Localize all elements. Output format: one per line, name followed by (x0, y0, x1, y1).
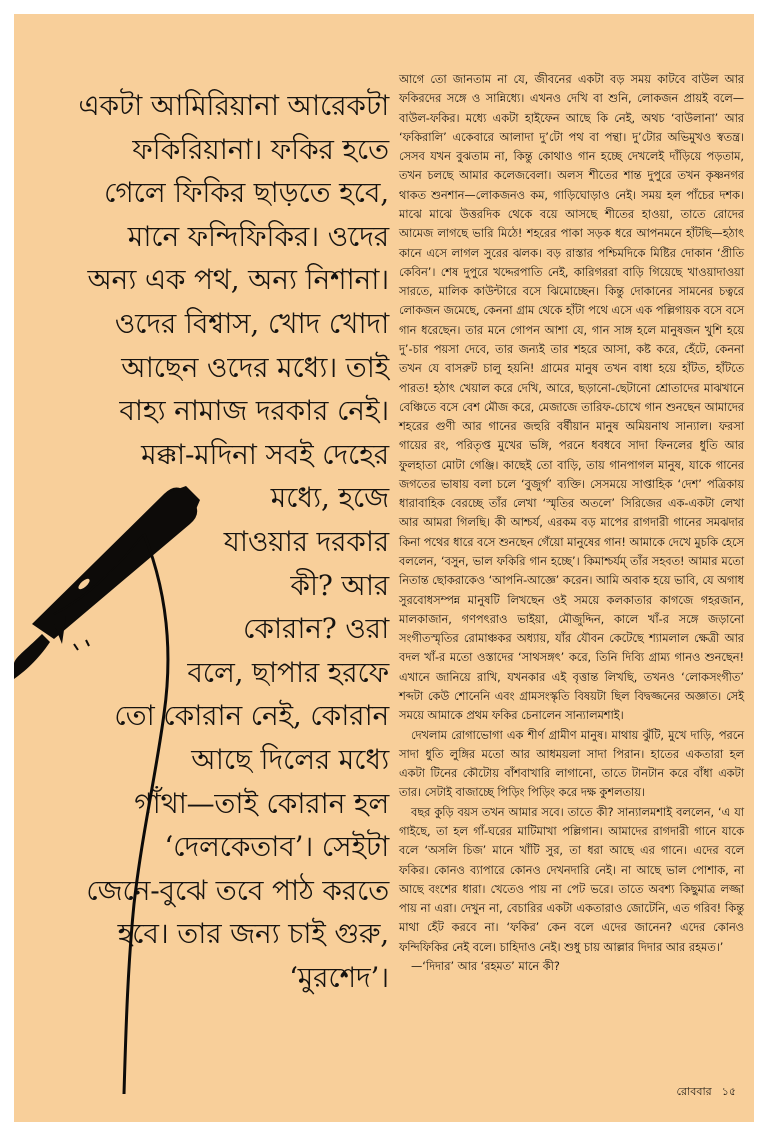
pull-quote-line: মানে ফন্দিফিকির। ওদের (127, 219, 389, 253)
article-paragraph: বছর কুড়ি বয়স তখন আমার সবে। তাতে কী? সান্যালমশাই বললেন, ‘এ যা গাইছে, তা হল গাঁ-ঘরের মাটিমাখা পল্লিগান। আমাদের রাগদারী গানে যাকে বলে ‘অসলি চিজ’ মানে খাঁটি সুর, তা ধরা আছে এর গানে। এদের বলে ফকির। কোনও ব্যাপারে কোনও দেখনদারি নেই। না আছে ভাল পোশাক, না আছে বংশের ধারা। খেতেও পায় না পেট ভরে। তাতে অবশ্য কিছুমাত্র লজ্জা পায় না এরা। দেখুন না, বেচারির একটা একতারাও জোটেনি, এত গরিব! কিন্তু মাথা হেঁট করবে না। ‘ফকির’ কেন বলে এদের জানেন? এদের কোনও ফন্দিফিকির নেই বলে। চাহিদাও নেই। শুধু চায় আল্লার দিদার আর রহমত।’ (399, 805, 744, 954)
pull-quote-line: যাওয়ার দরকার (223, 524, 389, 558)
pull-quote-line: বাহ্য নামাজ দরকার নেই। (119, 394, 389, 428)
pull-quote-line: একটা আমিরিয়ানা আরেকটা (78, 89, 389, 122)
pull-quote-line: মক্কা-মদিনা সবই দেহের (141, 437, 389, 471)
pull-quote-line: কোরান? ওরা (243, 612, 389, 646)
pull-quote-line: ‘দেলকেতাব’। সেইটা (164, 830, 389, 864)
pull-quote-line: হবে। তার জন্য চাই গুরু, (117, 917, 389, 951)
pull-quote-line: গাঁথা—তাই কোরান হল (134, 786, 389, 820)
article-body (399, 70, 744, 976)
pull-quote-line: গেলে ফিকির ছাড়তে হবে, (104, 176, 389, 210)
pull-quote-line: অন্য এক পথ, অন্য নিশানা। (87, 263, 389, 297)
pull-quote-line: মধ্যে, হজে (270, 481, 389, 515)
pull-quote-line: তো কোরান নেই, কোরান (114, 699, 389, 733)
microphone-icon (14, 474, 274, 1094)
pull-quote-line: আছে দিলের মধ্যে (191, 742, 389, 776)
page-footer (677, 1083, 736, 1102)
pull-quote-line: কী? আর (290, 568, 389, 602)
section-name: রোববার (676, 1085, 712, 1098)
page-number: ১৫ (721, 1085, 736, 1098)
pull-quote-line: ‘মুরশেদ’। (289, 960, 389, 994)
pull-quote-line: আছেন ওদের মধ্যে। তাই (121, 350, 389, 384)
pull-quote-line: জেনে-বুঝে তবে পাঠ করতে (86, 873, 389, 907)
magazine-page (14, 14, 754, 1122)
pull-quote-line: বলে, ছাপার হরফে (187, 655, 389, 689)
pull-quote-line: ফকিরিয়ানা। ফকির হতে (132, 132, 389, 166)
article-paragraph: দেখলাম রোগাভোগা এক শীর্ণ গ্রামীণ মানুষ। মাথায় ঝুঁটি, মুখে দাড়ি, পরনে সাদা ধুতি লুঙ্গির মতো আর আধময়লা সাদা পিরান। হাতের একতারা হল একটা টিনের কৌটোয় বাঁশবাখারি লাগানো, তাতে টানটান করে বাঁধা একটা তার। সেটাই বাজাচ্ছে পিড়িং পিড়িং করে দক্ষ কুশলতায়। (399, 728, 744, 800)
article-paragraph: —‘দিদার’ আর ‘রহমত’ মানে কী? (411, 959, 560, 973)
article-paragraph: আগে তো জানতাম না যে, জীবনের একটা বড় সময় কাটবে বাউল আর ফকিরদের সঙ্গে ও সান্নিধ্যে। এখনও দেখি বা শুনি, লোকজন প্রায়ই বলে—বাউল-ফকির। মধ্যে একটা হাইফেন আছে কি নেই, অথচ ‘বাউলানা’ আর ‘ফকিরালি’ একেবারে আলাদা দু’টো পথ বা পন্থা। দু’টোর অভিমুখও স্বতন্ত্র। সেসব যখন বুঝতাম না, কিন্তু কোথাও গান হচ্ছে দেখলেই দাঁড়িয়ে পড়তাম, তখন চলছে আমার কলেজবেলা। অলস শীতের শান্ত দুপুরে তখন কৃষ্ণনগর থাকত শুনশান—লোকজনও কম, গাড়িঘোড়াও নেই। সময় হল পাঁচের দশক। মাঝে মাঝে উত্তরদিক থেকে বয়ে আসছে শীতের হাওয়া, তাতে রোদের আমেজ লাগছে ভারি মিঠে! শহরের পাকা সড়ক ধরে আপনমনে হাঁটছি—হঠাৎ কানে এসে লাগল সুরের ঝলক। বড় রাস্তার পশ্চিমদিকে মিষ্টির দোকান ‘প্রীতি কেবিন’। শেষ দুপুরে খদ্দেরপাতি নেই, কারিগররা বাড়ি গিয়েছে খাওয়াদাওয়া সারতে, মালিক কাউন্টারে বসে ঝিমোচ্ছেন। কিন্তু দোকানের সামনের চত্বরে লোকজন জমেছে, কেননা গ্রাম থেকে হাঁটা পথে এসে এক পল্লিগায়ক বসে বসে গান ধরেছেন। তার মনে গোপন আশা যে, গান সাঙ্গ হলে মানুষজন খুশি হয়ে দু’-চার পয়সা দেবে, তার জন্যই তার শহরে আসা, কষ্ট করে, হেঁটে, কেননা তখন যে বাসরুট চালু হয়নি! গ্রামের মানুষ তখন বাধা হয়ে হাঁটত, হাঁটতে পারত! হঠাৎ খেয়াল করে দেখি, আরে, ছড়ানো-ছেটানো শ্রোতাদের মাঝখানে বেঞ্চিতে বসে বেশ মৌজ করে, মেজাজে তারিফ-চোখে গান শুনছেন আমাদের শহরের গুণী আর গানের জহুরি বর্ষীয়ান মানুষ অমিয়নাথ সান্যাল। ফরসা গায়ের রং, পরিতৃপ্ত মুখের ভঙ্গি, পরনে ধবধবে সাদা ফিনলের ধুতি আর ফুলহাতা মোটা গেঞ্জি। কাছেই তো বাড়ি, তায় গানপাগল মানুষ, যাকে গানের জগতের ভাষায় বলা চলে ‘বুজুর্গ’ ব্যক্তি। সেসময়ে সাপ্তাহিক ‘দেশ’ পত্রিকায় ধারাবাহিক বেরচ্ছে তাঁর লেখা ‘স্মৃতির অতলে’ সিরিজের এক-একটা লেখা আর আমরা গিলছি। কী আশ্চর্য, এরকম বড় মাপের রাগদারী গানের সমঝদার কিনা পথের ধারে বসে শুনছেন গেঁয়ো মানুষের গান! আমাকে দেখে মুচকি হেসে বললেন, ‘বসুন, ভাল ফকিরি গান হচ্ছে’। কিমাশ্চর্যম্‌ তাঁর সহবত! আমার মতো নিতান্ত ছোকরাকেও ‘আপনি-আজ্ঞে’ করেন। আমি অবাক হয়ে ভাবি, যে অগাধ সুরবোধসম্পন্ন মানুষটি লিখছেন ওই সময়ে কলকাতার কাগজে গহরজান, মালকাজান, গণপৎরাও ভাইয়া, মৌজুদ্দিন, কালে খাঁ-র সঙ্গে জড়ানো সংগীতস্মৃতির রোমাঞ্চকর অধ্যায়, যাঁর যৌবন কেটেছে শ্যামলাল ক্ষেত্রী আর বদল খাঁ-র মতো ওস্তাদের ‘সাথসঙ্গৎ’ করে, তিনি দিব্যি গ্রাম্য গানও শুনছেন! এখানে জানিয়ে রাখি, যখনকার এই বৃত্তান্ত লিখছি, তখনও ‘লোকসংগীত’ শব্দটা কেউ শোনেনি এবং গ্রামসংস্কৃতি বিষয়টা ছিল বিদ্বজ্জনের অজ্ঞাত। সেই সময়ে আমাকে প্রথম ফকির চেনালেন সান্যালমশাই। (399, 73, 744, 723)
pull-quote-line: ওদের বিশ্বাস, খোদ খোদা (114, 306, 389, 340)
